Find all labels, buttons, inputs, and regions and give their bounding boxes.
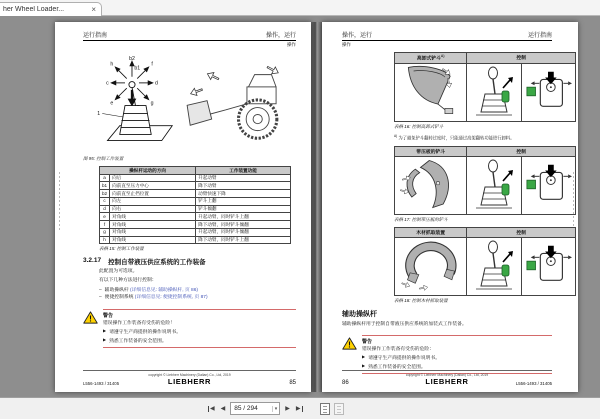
triangle-bullet-icon: ▶ <box>103 336 107 342</box>
attachment-symbol-cell <box>395 237 467 295</box>
svg-text:!: ! <box>89 314 92 324</box>
col-header-function: 工作装置功能 <box>196 167 291 175</box>
warning-text: 错误操作工作装备有受伤的危险！ <box>103 320 175 326</box>
section-heading <box>83 257 296 266</box>
triangle-bullet-icon: ▶ <box>103 327 107 333</box>
joystick-control-cell <box>467 156 521 214</box>
page-86 <box>322 22 578 392</box>
attachment-symbol-cell <box>395 63 467 121</box>
warning-title: 警告 <box>103 312 114 319</box>
joystick-control-cell <box>467 237 521 295</box>
svg-text:h: h <box>110 61 114 68</box>
reference-link[interactable]: (详细信息见: 辅助操纵杆, 页 86) <box>130 288 198 294</box>
control-header: 控制 <box>467 227 576 237</box>
joystick-controls-table <box>99 166 291 244</box>
table-caption: 表格 16: 控制高卸式铲斗 <box>394 123 444 129</box>
table-row: d 向右 铲斗倾翻 <box>100 205 291 213</box>
switch-control-cell <box>521 63 575 121</box>
table-row: e 对角线 升起动臂，同时铲斗上翻 <box>100 213 291 221</box>
warning-triangle-icon <box>342 337 357 350</box>
doc-number: L556-1493 / 31405 <box>515 381 552 386</box>
svg-text:b2: b2 <box>129 56 135 63</box>
warning-instruction: ▶ 请遵守生产商提供的操作说明书。 <box>362 354 441 362</box>
previous-page-button[interactable] <box>220 404 227 413</box>
auxiliary-joystick-icon <box>472 64 516 118</box>
control-switch-icon <box>524 69 572 113</box>
table-row: b2 向前直至止挡位置 动臂快速下降 <box>100 190 291 198</box>
table-row: f 对角线 降下动臂，同时铲斗倾翻 <box>100 221 291 229</box>
auxiliary-joystick-icon <box>472 157 516 211</box>
table-caption: 表格 15: 控制工作装置 <box>99 246 144 252</box>
attachment-symbol-cell <box>395 156 467 214</box>
attachment-header: 带压板的铲斗 <box>395 146 467 156</box>
svg-text:b1: b1 <box>134 65 141 72</box>
page-header <box>83 30 296 41</box>
page-number: 85 <box>289 380 296 386</box>
warning-box <box>342 335 552 374</box>
svg-text:d: d <box>155 80 158 87</box>
page-dropdown-caret-icon[interactable]: ▾ <box>272 406 280 412</box>
copyright-text: copyright © Liebherr Machinery (Dalian) Co., Ltd, 2019 <box>148 373 231 377</box>
single-page-view-icon[interactable] <box>320 403 330 415</box>
last-page-icon <box>302 406 303 412</box>
wheel-loader-illustration <box>181 51 296 155</box>
first-page-button[interactable]: ◀ <box>210 406 215 412</box>
figure-control-work-attachment <box>83 51 296 155</box>
svg-text:!: ! <box>348 340 351 350</box>
svg-text:1: 1 <box>97 111 101 118</box>
clamp-bucket-icon <box>399 157 463 211</box>
liebherr-logo: LIEBHERR <box>425 377 469 386</box>
list-item <box>99 287 296 294</box>
last-page-button[interactable]: ▶ <box>295 406 301 412</box>
control-switch-icon <box>524 162 572 206</box>
header-subtitle: 操作 <box>287 42 296 47</box>
paragraph: 辅助操纵杆用于控制自带液压供应系统的加装式工作装备。 <box>342 321 467 327</box>
joystick-control-cell <box>467 63 521 121</box>
figure-caption: 图 95: 控制工作装置 <box>83 156 124 161</box>
table-row: a 向后 升起动臂 <box>100 174 291 182</box>
page-number: 86 <box>342 380 349 386</box>
control-header: 控制 <box>467 53 576 64</box>
page-binding-gap <box>311 22 322 392</box>
control-switch-icon <box>524 243 572 287</box>
col-header-direction: 操纵杆运动的方向 <box>100 167 196 175</box>
switch-control-cell <box>521 156 575 214</box>
table-row: g 对角线 升起动臂，同时铲斗倾翻 <box>100 228 291 236</box>
high-dump-bucket-icon <box>399 64 463 118</box>
warning-triangle-icon <box>83 311 98 324</box>
reference-link[interactable]: (详细信息见: 便捷控制系统, 页 87) <box>134 295 208 301</box>
copyright-text: copyright © Liebherr Machinery (Dalian) Co., Ltd, 2019 <box>405 373 489 377</box>
attachment-header: 木材抓取装置 <box>395 227 467 237</box>
attachment-table-high-dump-bucket <box>394 52 576 122</box>
warning-text: 错误操作工作装备有受伤的危险： <box>362 347 434 353</box>
attachment-header: 高卸式铲斗$^{A)}$ <box>395 53 467 64</box>
warning-box <box>83 309 296 348</box>
header-right: 运行指南 <box>527 33 552 39</box>
page-number-value: 85 / 294 <box>234 405 258 412</box>
header-right: 操作，运行 <box>265 33 296 39</box>
attachment-table-timber-grab <box>394 227 576 296</box>
paragraph: 此配置为可选项。 <box>99 269 138 275</box>
pdf-navigation-toolbar <box>0 397 600 419</box>
timber-grab-icon <box>399 238 463 292</box>
tab-title: her Wheel Loader... <box>3 6 65 13</box>
pdf-viewer-canvas[interactable] <box>0 16 600 397</box>
joystick-diagram <box>83 51 181 155</box>
list-item <box>99 294 296 301</box>
attachment-table-clamp-bucket <box>394 146 576 215</box>
svg-text:e: e <box>110 100 114 107</box>
svg-text:f: f <box>151 61 153 68</box>
table-caption: 表格 17: 控制带压板的铲斗 <box>394 216 448 222</box>
previous-page-icon: ◀ <box>220 406 226 412</box>
liebherr-logo: LIEBHERR <box>167 377 212 386</box>
method-list <box>99 287 296 301</box>
table-footnote: $^{A)}$ 为了避免铲斗翻转过度时，只能通过高架翻转功能进行卸料。 <box>394 133 515 141</box>
two-page-view-icon[interactable] <box>334 403 344 415</box>
switch-control-cell <box>521 237 575 295</box>
warning-title: 警告 <box>362 339 373 346</box>
page-footer <box>342 370 552 386</box>
list-item-label: 便捷控制系统 <box>104 295 135 301</box>
svg-text:c: c <box>106 80 109 87</box>
page-footer <box>83 370 296 386</box>
warning-instruction: ▶ 熟悉工作装备的安全范围。 <box>103 336 167 344</box>
list-item-label: 辅助操纵杆 <box>104 288 130 294</box>
table-row: c 向左 铲斗上翻 <box>100 197 291 205</box>
table-row: h 对角线 降下动臂，同时铲斗上翻 <box>100 236 291 244</box>
next-page-icon: ▶ <box>285 406 290 412</box>
dash-bullet: – <box>99 295 102 301</box>
doc-number: L556-1493 / 31405 <box>83 381 120 386</box>
page-85 <box>55 22 311 392</box>
warning-instruction: ▶ 请遵守生产商提供的操作说明书。 <box>103 327 182 335</box>
first-page-icon <box>208 406 209 412</box>
document-tab[interactable] <box>0 2 102 16</box>
table-caption: 表格 18: 控制木材抓取装置 <box>394 297 448 303</box>
warning-instruction: ▶ 熟悉工作装备的安全范围。 <box>362 363 426 371</box>
svg-text:g: g <box>150 100 154 107</box>
header-subtitle: 操作 <box>342 42 351 47</box>
paragraph: 有以下几种方法进行控制： <box>99 278 157 284</box>
next-page-button[interactable] <box>284 404 291 413</box>
aux-joystick-heading: 辅助操纵杆 <box>342 310 377 318</box>
dash-bullet: – <box>99 288 102 294</box>
section-number: 3.2.17 <box>83 257 102 265</box>
close-icon[interactable]: × <box>91 4 96 14</box>
table-row: b1 向前直至压力中心 降下动臂 <box>100 182 291 190</box>
triangle-bullet-icon: ▶ <box>362 354 366 360</box>
window-tab-bar <box>0 0 600 16</box>
triangle-bullet-icon: ▶ <box>362 363 366 369</box>
header-left: 运行指南 <box>83 33 108 39</box>
section-title: 控制自带液压供应系统的工作装备 <box>108 259 206 267</box>
control-header: 控制 <box>467 146 576 156</box>
page-header <box>342 30 552 41</box>
page-number-input[interactable] <box>230 402 280 415</box>
auxiliary-joystick-icon <box>472 238 516 292</box>
header-left: 操作，运行 <box>342 33 373 39</box>
